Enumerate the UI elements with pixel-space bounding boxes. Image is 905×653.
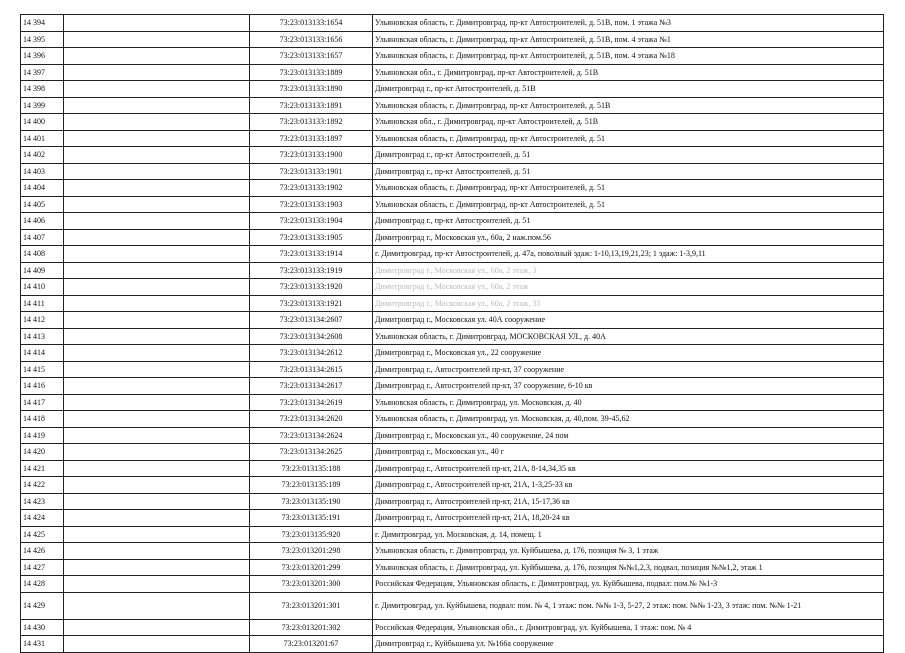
registry-table-body: [21, 15, 884, 653]
cadastral-number-cell: 73:23:013133:1889: [250, 64, 373, 81]
table-row: [21, 48, 884, 65]
empty-cell: [64, 345, 250, 362]
address-cell: Димитровград г., Московская ул. 40А сооружение: [373, 312, 884, 329]
table-row: [21, 262, 884, 279]
address-cell: Димитровград г., Московская ул., 40 сооружение, 24 пом: [373, 427, 884, 444]
empty-cell: [64, 361, 250, 378]
address-cell: Ульяновская область, г. Димитровград, ул. Московская, д. 40: [373, 394, 884, 411]
cadastral-number-cell: 73:23:013134:2608: [250, 328, 373, 345]
empty-cell: [64, 295, 250, 312]
empty-cell: [64, 196, 250, 213]
row-number-cell: 14 416: [21, 378, 64, 395]
cadastral-number-cell: 73:23:013134:2612: [250, 345, 373, 362]
cadastral-number-cell: 73:23:013133:1892: [250, 114, 373, 131]
table-row: [21, 592, 884, 619]
table-row: [21, 559, 884, 576]
cadastral-number-cell: 73:23:013135:920: [250, 526, 373, 543]
address-cell: Димитровград г., Московская ул., 60а, 2 наж.пом.56: [373, 229, 884, 246]
row-number-cell: 14 405: [21, 196, 64, 213]
row-number-cell: 14 404: [21, 180, 64, 197]
row-number-cell: 14 413: [21, 328, 64, 345]
row-number-cell: 14 406: [21, 213, 64, 230]
empty-cell: [64, 427, 250, 444]
cadastral-number-cell: 73:23:013133:1901: [250, 163, 373, 180]
row-number-cell: 14 412: [21, 312, 64, 329]
cadastral-number-cell: 73:23:013201:302: [250, 619, 373, 636]
registry-table: [20, 14, 884, 653]
row-number-cell: 14 396: [21, 48, 64, 65]
address-cell: Димитровград г., Куйбышева ул. №166а сооружение: [373, 636, 884, 653]
row-number-cell: 14 430: [21, 619, 64, 636]
address-cell: Димитровград г., Автостроителей пр-кт, 37 сооружение: [373, 361, 884, 378]
empty-cell: [64, 130, 250, 147]
table-row: [21, 246, 884, 263]
address-cell: Димитровград г., Автостроителей пр-кт, 21А, 8-14,34,35 кв: [373, 460, 884, 477]
empty-cell: [64, 510, 250, 527]
address-cell: Димитровград г., Автостроителей пр-кт, 37 сооружение, 6-10 кв: [373, 378, 884, 395]
cadastral-number-cell: 73:23:013134:2625: [250, 444, 373, 461]
empty-cell: [64, 493, 250, 510]
cadastral-number-cell: 73:23:013133:1904: [250, 213, 373, 230]
table-row: [21, 361, 884, 378]
empty-cell: [64, 592, 250, 619]
address-cell: г. Димитровград, пр-кт Автостроителей, д. 47а, поволный эдаж: 1-10,13,19,21,23; 1 эдаж: 1-3,9,11: [373, 246, 884, 263]
table-row: [21, 130, 884, 147]
empty-cell: [64, 378, 250, 395]
empty-cell: [64, 636, 250, 653]
row-number-cell: 14 415: [21, 361, 64, 378]
table-row: [21, 510, 884, 527]
cadastral-number-cell: 73:23:013133:1900: [250, 147, 373, 164]
empty-cell: [64, 114, 250, 131]
table-row: [21, 229, 884, 246]
cadastral-number-cell: 73:23:013133:1914: [250, 246, 373, 263]
address-cell: Димитровград г., пр-кт Автостроителей, д. 51В: [373, 81, 884, 98]
empty-cell: [64, 576, 250, 593]
table-row: [21, 636, 884, 653]
table-row: [21, 378, 884, 395]
address-cell: Ульяновская область, г. Димитровград, пр-кт Автостроителей, д. 51: [373, 130, 884, 147]
empty-cell: [64, 229, 250, 246]
row-number-cell: 14 431: [21, 636, 64, 653]
cadastral-number-cell: 73:23:013201:300: [250, 576, 373, 593]
cadastral-number-cell: 73:23:013134:2617: [250, 378, 373, 395]
cadastral-number-cell: 73:23:013201:301: [250, 592, 373, 619]
cadastral-number-cell: 73:23:013135:190: [250, 493, 373, 510]
cadastral-number-cell: 73:23:013133:1903: [250, 196, 373, 213]
row-number-cell: 14 422: [21, 477, 64, 494]
row-number-cell: 14 429: [21, 592, 64, 619]
row-number-cell: 14 407: [21, 229, 64, 246]
address-cell: Димитровград г., Московская ул., 22 сооружение: [373, 345, 884, 362]
row-number-cell: 14 403: [21, 163, 64, 180]
empty-cell: [64, 31, 250, 48]
table-row: [21, 64, 884, 81]
table-row: [21, 477, 884, 494]
table-row: [21, 576, 884, 593]
table-row: [21, 328, 884, 345]
address-cell: Димитровград г., Автостроителей пр-кт, 21А, 1-3,25-33 кв: [373, 477, 884, 494]
address-cell: Российская Федерация, Ульяновская область, г. Димитровград, ул. Куйбышева, подвал: пом.№ №1-3: [373, 576, 884, 593]
table-row: [21, 81, 884, 98]
row-number-cell: 14 427: [21, 559, 64, 576]
cadastral-number-cell: 73:23:013135:189: [250, 477, 373, 494]
cadastral-number-cell: 73:23:013201:298: [250, 543, 373, 560]
row-number-cell: 14 428: [21, 576, 64, 593]
empty-cell: [64, 526, 250, 543]
address-cell: Ульяновская обл., г. Димитровград, пр-кт Автостроителей, д. 51В: [373, 114, 884, 131]
cadastral-number-cell: 73:23:013134:2619: [250, 394, 373, 411]
table-row: [21, 526, 884, 543]
cadastral-number-cell: 73:23:013135:191: [250, 510, 373, 527]
cadastral-number-cell: 73:23:013134:2607: [250, 312, 373, 329]
table-row: [21, 295, 884, 312]
row-number-cell: 14 418: [21, 411, 64, 428]
cadastral-number-cell: 73:23:013134:2620: [250, 411, 373, 428]
address-cell: Ульяновская обл., г. Димитровград, пр-кт Автостроителей, д. 51В: [373, 64, 884, 81]
table-row: [21, 196, 884, 213]
table-row: [21, 345, 884, 362]
cadastral-number-cell: 73:23:013133:1891: [250, 97, 373, 114]
empty-cell: [64, 279, 250, 296]
row-number-cell: 14 408: [21, 246, 64, 263]
table-row: [21, 213, 884, 230]
row-number-cell: 14 394: [21, 15, 64, 32]
table-row: [21, 180, 884, 197]
table-row: [21, 493, 884, 510]
cadastral-number-cell: 73:23:013133:1890: [250, 81, 373, 98]
empty-cell: [64, 81, 250, 98]
empty-cell: [64, 543, 250, 560]
row-number-cell: 14 395: [21, 31, 64, 48]
row-number-cell: 14 417: [21, 394, 64, 411]
cadastral-number-cell: 73:23:013133:1656: [250, 31, 373, 48]
row-number-cell: 14 399: [21, 97, 64, 114]
table-row: [21, 97, 884, 114]
table-row: [21, 163, 884, 180]
empty-cell: [64, 15, 250, 32]
empty-cell: [64, 411, 250, 428]
row-number-cell: 14 400: [21, 114, 64, 131]
row-number-cell: 14 419: [21, 427, 64, 444]
address-cell: Ульяновская область, г. Димитровград, пр-кт Автостроителей, д. 51: [373, 180, 884, 197]
address-cell: Ульяновская область, г. Димитровград, ул. Куйбышева, д. 176, позиция № 3, 1 этаж: [373, 543, 884, 560]
empty-cell: [64, 97, 250, 114]
cadastral-number-cell: 73:23:013201:67: [250, 636, 373, 653]
table-row: [21, 543, 884, 560]
address-cell: г. Димитровград, ул. Московская, д. 14, помещ. 1: [373, 526, 884, 543]
row-number-cell: 14 426: [21, 543, 64, 560]
empty-cell: [64, 328, 250, 345]
cadastral-number-cell: 73:23:013133:1905: [250, 229, 373, 246]
empty-cell: [64, 48, 250, 65]
row-number-cell: 14 423: [21, 493, 64, 510]
table-row: [21, 394, 884, 411]
table-row: [21, 427, 884, 444]
address-cell: Димитровград г., пр-кт Автостроителей, д. 51: [373, 147, 884, 164]
table-row: [21, 444, 884, 461]
empty-cell: [64, 559, 250, 576]
address-cell: Димитровград г., пр-кт Автостроителей, д. 51: [373, 163, 884, 180]
row-number-cell: 14 411: [21, 295, 64, 312]
row-number-cell: 14 401: [21, 130, 64, 147]
empty-cell: [64, 477, 250, 494]
address-cell: Димитровград г., Московская ул., 60а, 2 этаж: [373, 279, 884, 296]
cadastral-number-cell: 73:23:013133:1920: [250, 279, 373, 296]
address-cell: Димитровград г., пр-кт Автостроителей, д. 51: [373, 213, 884, 230]
address-cell: Ульяновская область, г. Димитровград, пр-кт Автостроителей, д. 51В, пом. 4 этажа №1: [373, 31, 884, 48]
address-cell: Ульяновская область, г. Димитровград, ул. Московская, д. 40,пом. 39-45,62: [373, 411, 884, 428]
row-number-cell: 14 397: [21, 64, 64, 81]
empty-cell: [64, 147, 250, 164]
address-cell: Димитровград г., Московская ул., 60а, 2 этаж, 35: [373, 295, 884, 312]
table-row: [21, 147, 884, 164]
empty-cell: [64, 246, 250, 263]
empty-cell: [64, 460, 250, 477]
address-cell: Ульяновская область, г. Димитровград, МОСКОВСКАЯ УЛ., д. 40А: [373, 328, 884, 345]
table-row: [21, 460, 884, 477]
address-cell: Димитровград г., Автостроителей пр-кт, 21А, 18,20-24 кв: [373, 510, 884, 527]
row-number-cell: 14 420: [21, 444, 64, 461]
table-row: [21, 15, 884, 32]
address-cell: Димитровград г., Московская ул., 60а, 2 этаж, 3: [373, 262, 884, 279]
empty-cell: [64, 180, 250, 197]
row-number-cell: 14 424: [21, 510, 64, 527]
empty-cell: [64, 64, 250, 81]
table-row: [21, 619, 884, 636]
table-row: [21, 279, 884, 296]
row-number-cell: 14 410: [21, 279, 64, 296]
empty-cell: [64, 312, 250, 329]
cadastral-number-cell: 73:23:013133:1654: [250, 15, 373, 32]
table-row: [21, 312, 884, 329]
cadastral-number-cell: 73:23:013134:2624: [250, 427, 373, 444]
row-number-cell: 14 402: [21, 147, 64, 164]
cadastral-number-cell: 73:23:013135:188: [250, 460, 373, 477]
address-cell: Ульяновская область, г. Димитровград, пр-кт Автостроителей, д. 51: [373, 196, 884, 213]
row-number-cell: 14 421: [21, 460, 64, 477]
cadastral-number-cell: 73:23:013134:2615: [250, 361, 373, 378]
row-number-cell: 14 409: [21, 262, 64, 279]
cadastral-number-cell: 73:23:013133:1919: [250, 262, 373, 279]
cadastral-number-cell: 73:23:013133:1902: [250, 180, 373, 197]
empty-cell: [64, 262, 250, 279]
row-number-cell: 14 414: [21, 345, 64, 362]
address-cell: Ульяновская область, г. Димитровград, ул. Куйбышева, д. 176, позиция №№1,2,3, подвал, позиция №№1,2, этаж 1: [373, 559, 884, 576]
address-cell: Ульяновская область, г. Димитровград, пр-кт Автостроителей, д. 51В, пом. 1 этажа №3: [373, 15, 884, 32]
empty-cell: [64, 444, 250, 461]
address-cell: г. Димитровград, ул. Куйбышева, подвал: пом. № 4, 1 этаж: пом. №№ 1-3, 5-27, 2 этаж: пом. №№ 1-23, 3 этаж: пом. №№ 1-21: [373, 592, 884, 619]
address-cell: Димитровград г., Автостроителей пр-кт, 21А, 15-17,36 кв: [373, 493, 884, 510]
table-row: [21, 114, 884, 131]
table-row: [21, 31, 884, 48]
cadastral-number-cell: 73:23:013133:1657: [250, 48, 373, 65]
address-cell: Димитровград г., Московская ул., 40 г: [373, 444, 884, 461]
empty-cell: [64, 394, 250, 411]
address-cell: Российская Федерация, Ульяновская обл., г. Димитровград, ул. Куйбышева, 1 этаж: пом. № 4: [373, 619, 884, 636]
cadastral-number-cell: 73:23:013201:299: [250, 559, 373, 576]
empty-cell: [64, 163, 250, 180]
row-number-cell: 14 425: [21, 526, 64, 543]
address-cell: Ульяновская область, г. Димитровград, пр-кт Автостроителей, д. 51В, пом. 4 этажа №18: [373, 48, 884, 65]
cadastral-number-cell: 73:23:013133:1921: [250, 295, 373, 312]
row-number-cell: 14 398: [21, 81, 64, 98]
empty-cell: [64, 619, 250, 636]
cadastral-number-cell: 73:23:013133:1897: [250, 130, 373, 147]
table-row: [21, 411, 884, 428]
address-cell: Ульяновская область, г. Димитровград, пр-кт Автостроителей, д. 51В: [373, 97, 884, 114]
empty-cell: [64, 213, 250, 230]
